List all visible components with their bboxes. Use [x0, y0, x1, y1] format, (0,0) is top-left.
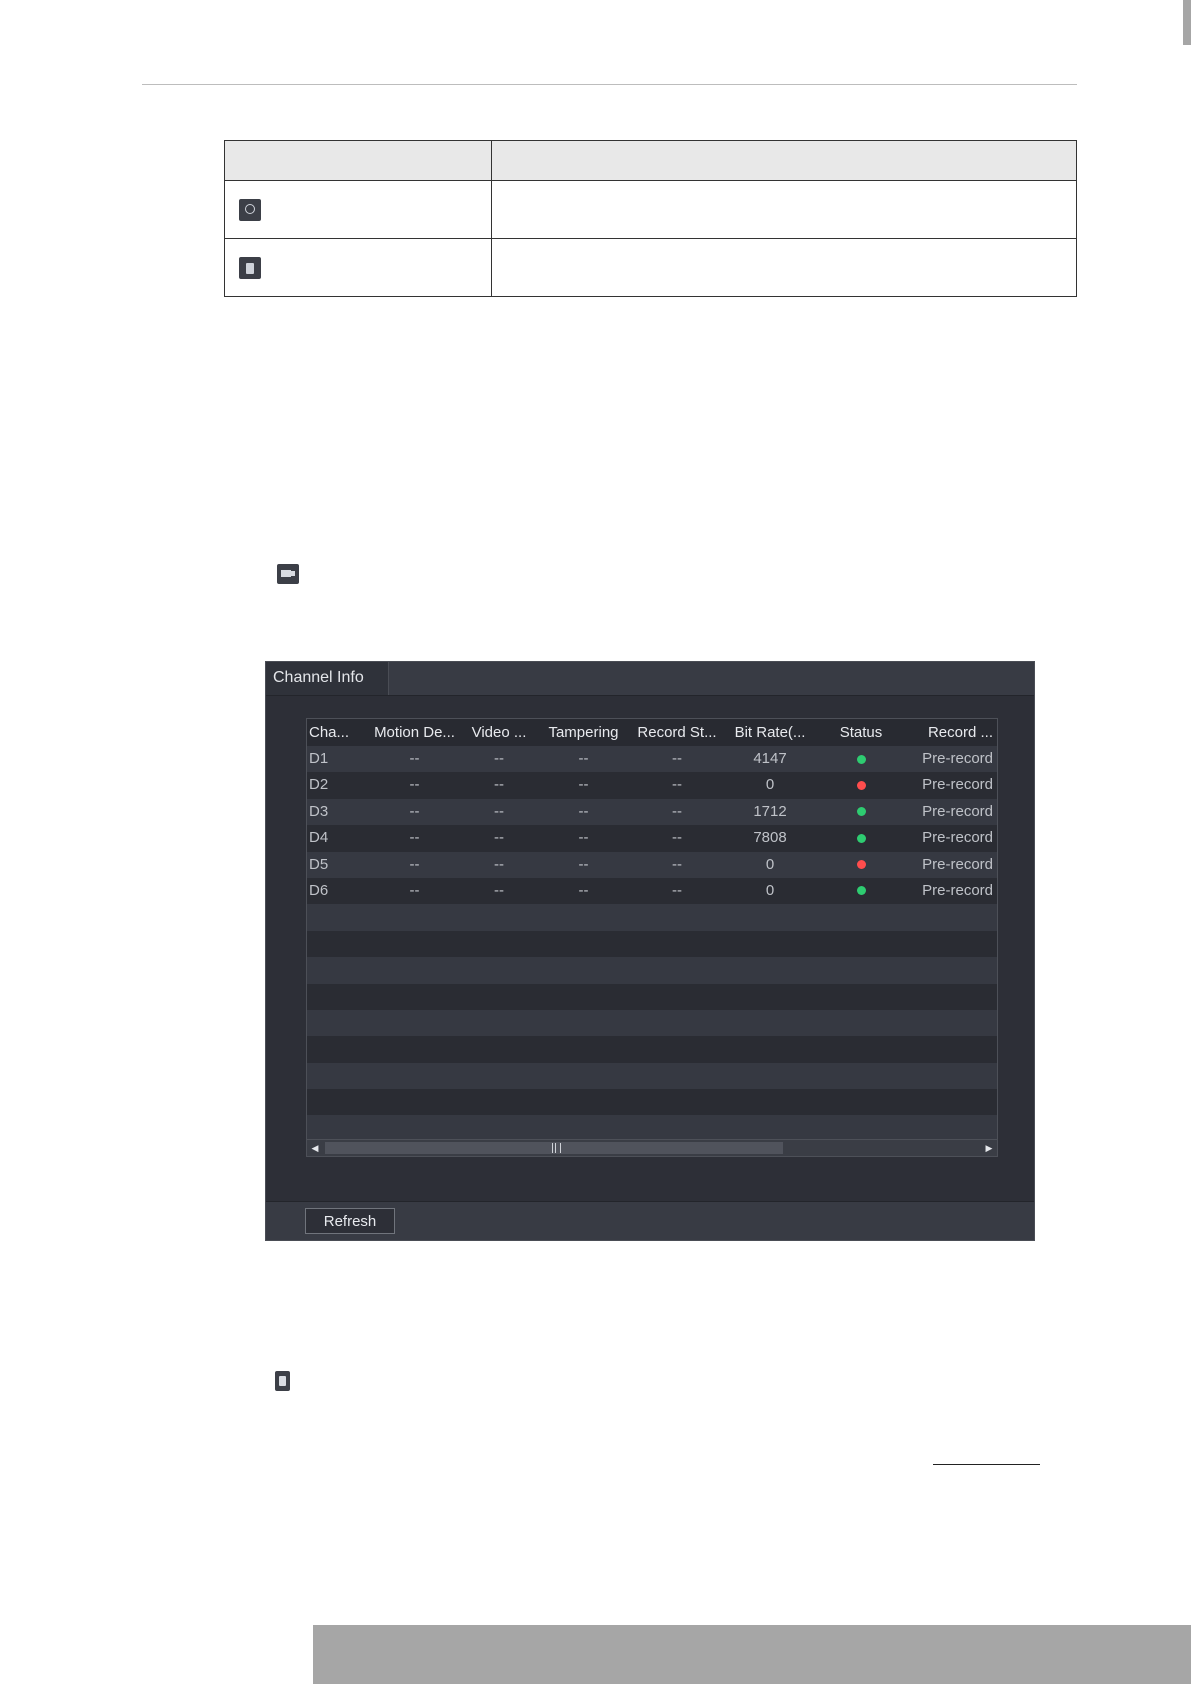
hdd-info-icon [239, 199, 261, 221]
cell-motion-detect: -- [409, 855, 420, 873]
column-header-record-state[interactable]: Record St... [637, 724, 717, 741]
cell-motion-detect: -- [409, 776, 420, 794]
cell-bit-rate: 0 [765, 881, 775, 899]
column-header-motion-detect[interactable]: Motion De... [374, 724, 455, 741]
cell-record: Pre-record [922, 776, 993, 794]
table-row-empty [307, 1089, 997, 1115]
cell-tampering: -- [578, 881, 589, 899]
cell-channel: D5 [309, 855, 329, 873]
usb-icon [239, 257, 261, 279]
channel-info-icon [277, 564, 299, 584]
status-dot-icon [857, 755, 866, 764]
column-header-bit-rate[interactable]: Bit Rate(... [734, 724, 806, 741]
table-row[interactable] [307, 746, 997, 772]
cell-bit-rate: 7808 [753, 829, 787, 847]
footer-band [313, 1625, 1191, 1684]
cell-bit-rate: 0 [765, 855, 775, 873]
column-header-status[interactable]: Status [839, 724, 883, 741]
scrollbar-grip-icon [552, 1143, 561, 1153]
channel-info-dialog [265, 661, 1035, 1241]
table-row-empty [307, 984, 997, 1010]
cell-bit-rate: 4147 [753, 750, 787, 767]
scrollbar-thumb[interactable] [325, 1142, 783, 1154]
table-row-empty [307, 904, 997, 930]
table-row[interactable] [307, 799, 997, 825]
horizontal-scrollbar[interactable] [307, 1139, 997, 1156]
cell-channel: D2 [309, 776, 329, 794]
table-row-empty [307, 1115, 997, 1141]
tab-channel-info[interactable] [266, 662, 389, 695]
cell-bit-rate: 0 [765, 776, 775, 794]
status-dot-icon [857, 807, 866, 816]
table-cell-description [492, 181, 1077, 239]
cell-record-state: -- [672, 802, 682, 820]
cell-motion-detect: -- [409, 750, 420, 767]
cell-video-loss: -- [494, 855, 504, 873]
cell-record-state: -- [672, 855, 682, 873]
table-header-icon [225, 141, 492, 181]
table-cell-description [492, 239, 1077, 297]
table-header-row [225, 141, 1077, 181]
column-header-tampering[interactable]: Tampering [548, 724, 619, 741]
table-row[interactable] [307, 825, 997, 851]
table-row[interactable] [307, 852, 997, 878]
cell-record: Pre-record [922, 750, 993, 767]
cell-status [813, 825, 909, 851]
dialog-footer [266, 1201, 1034, 1240]
cell-status [813, 799, 909, 825]
cell-tampering: -- [578, 750, 589, 767]
cell-record-state: -- [672, 776, 682, 794]
cell-tampering: -- [578, 829, 589, 847]
page-edge-marker [1183, 0, 1191, 45]
table-row[interactable] [307, 772, 997, 798]
table-row-empty [307, 931, 997, 957]
cell-video-loss: -- [494, 881, 504, 899]
cell-motion-detect: -- [409, 881, 420, 899]
channel-table-body [307, 746, 997, 1142]
icon-description-table [224, 140, 1077, 297]
cell-record: Pre-record [922, 802, 993, 820]
cell-status [813, 746, 909, 772]
cell-record: Pre-record [922, 881, 993, 899]
cell-channel: D3 [309, 802, 329, 820]
cell-motion-detect: -- [409, 802, 420, 820]
cell-record-state: -- [672, 881, 682, 899]
column-header-channel[interactable]: Cha... [309, 724, 350, 741]
column-header-record[interactable]: Record ... [927, 724, 993, 741]
cell-status [813, 852, 909, 878]
cell-channel: D1 [309, 750, 329, 767]
cell-status [813, 772, 909, 798]
cell-motion-detect: -- [409, 829, 420, 847]
header-rule [142, 84, 1077, 85]
cell-tampering: -- [578, 802, 589, 820]
table-row-empty [307, 957, 997, 983]
cell-video-loss: -- [494, 776, 504, 794]
channel-table [306, 718, 998, 1157]
cell-tampering: -- [578, 855, 589, 873]
table-row-empty [307, 1010, 997, 1036]
cell-record-state: -- [672, 750, 682, 767]
channel-table-header [307, 719, 997, 746]
cell-video-loss: -- [494, 829, 504, 847]
scroll-left-icon[interactable]: ◀ [311, 1143, 319, 1153]
status-dot-icon [857, 834, 866, 843]
cell-video-loss: -- [494, 802, 504, 820]
status-dot-icon [857, 886, 866, 895]
scroll-right-icon[interactable]: ▶ [985, 1143, 993, 1153]
link-underline [933, 1464, 1040, 1465]
status-dot-icon [857, 781, 866, 790]
cell-channel: D4 [309, 829, 329, 847]
cell-channel: D6 [309, 881, 329, 899]
cell-record: Pre-record [922, 829, 993, 847]
cell-status [813, 878, 909, 904]
cell-record: Pre-record [922, 855, 993, 873]
table-header-description [492, 141, 1077, 181]
table-row-empty [307, 1063, 997, 1089]
dialog-titlebar [266, 662, 1034, 696]
usb-icon [275, 1371, 290, 1391]
table-row-empty [307, 1036, 997, 1062]
table-row[interactable] [307, 878, 997, 904]
cell-record-state: -- [672, 829, 682, 847]
cell-video-loss: -- [494, 750, 504, 767]
status-dot-icon [857, 860, 866, 869]
refresh-button[interactable]: Refresh [305, 1208, 395, 1234]
table-row [225, 239, 1077, 297]
table-row [225, 181, 1077, 239]
dialog-title: Channel Info [273, 669, 364, 686]
column-header-video-loss[interactable]: Video ... [471, 724, 527, 741]
cell-tampering: -- [578, 776, 589, 794]
cell-bit-rate: 1712 [753, 802, 787, 820]
